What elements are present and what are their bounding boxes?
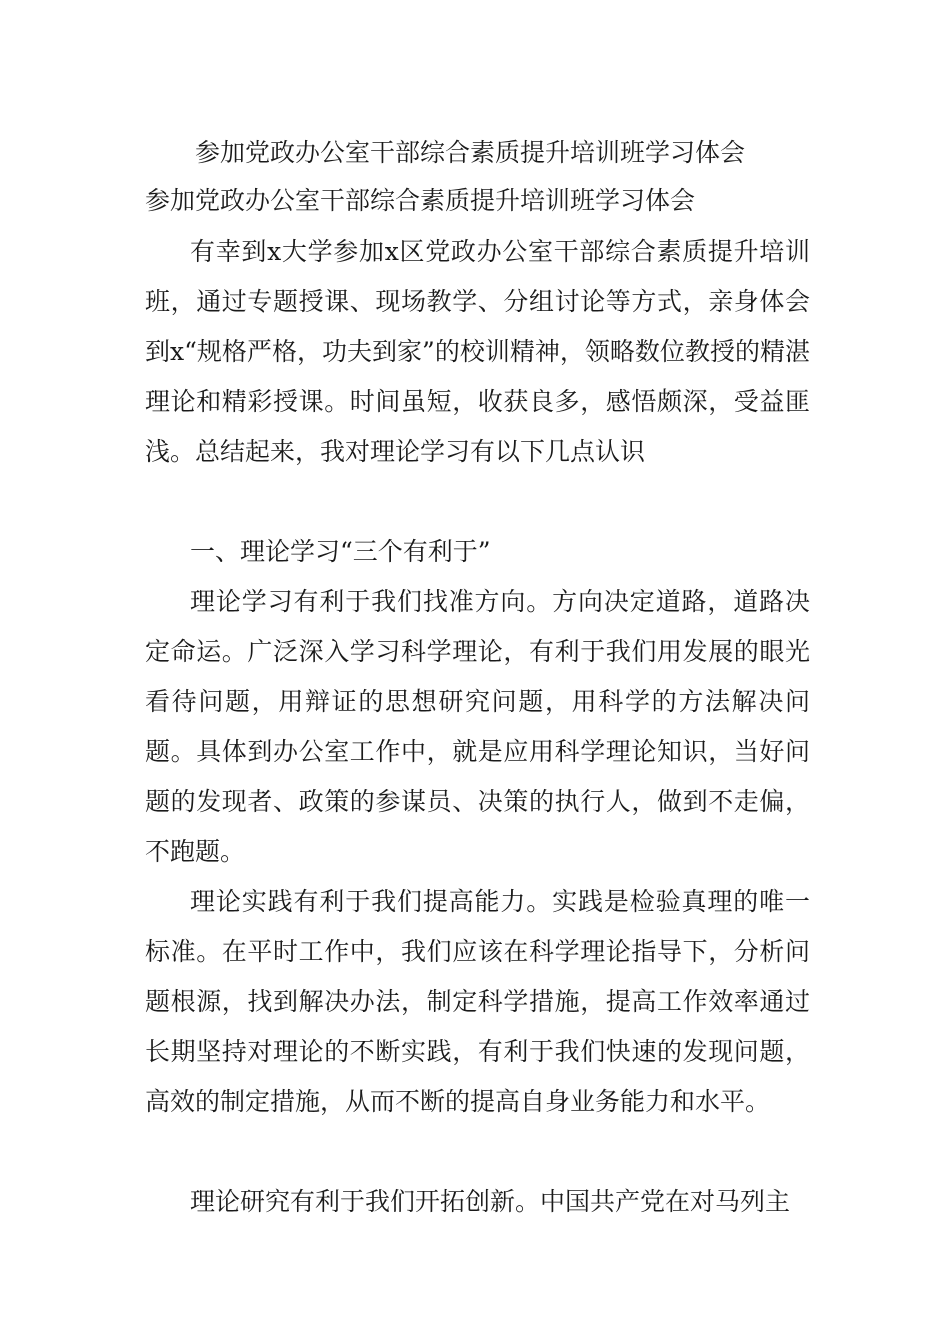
document-subtitle: 参加党政办公室干部综合素质提升培训班学习体会	[145, 186, 696, 215]
paragraph-direction: 理论学习有利于我们找准方向。方向决定道路，道路决定命运。广泛深入学习科学理论，有利于我们用发展的眼光看待问题，用辩证的思想研究问题，用科学的方法解决问题。具体到办公室工作中，就是应用科学理论知识，当好问题的发现者、政策的参谋员、决策的执行人，做到不走偏，不跑题。	[145, 587, 810, 866]
paragraph-innovation: 理论研究有利于我们开拓创新。中国共产党在对马列主	[190, 1187, 791, 1216]
paragraph-ability: 理论实践有利于我们提高能力。实践是检验真理的唯一标准。在平时工作中，我们应该在科学理论指导下，分析问题根源，找到解决办法，制定科学措施，提高工作效率通过长期坚持对理论的不断实践，有利于我们快速的发现问题，高效的制定措施，从而不断的提高自身业务能力和水平。	[145, 887, 810, 1116]
intro-paragraph: 有幸到x大学参加x区党政办公室干部综合素质提升培训班，通过专题授课、现场教学、分组讨论等方式，亲身体会到x“规格严格，功夫到家”的校训精神，领略数位教授的精湛理论和精彩授课。时间虽短，收获良多，感悟颇深，受益匪浅。总结起来，我对理论学习有以下几点认识	[145, 237, 810, 466]
document-title: 参加党政办公室干部综合素质提升培训班学习体会	[195, 138, 746, 167]
section-heading: 一、理论学习“三个有利于”	[190, 537, 491, 566]
